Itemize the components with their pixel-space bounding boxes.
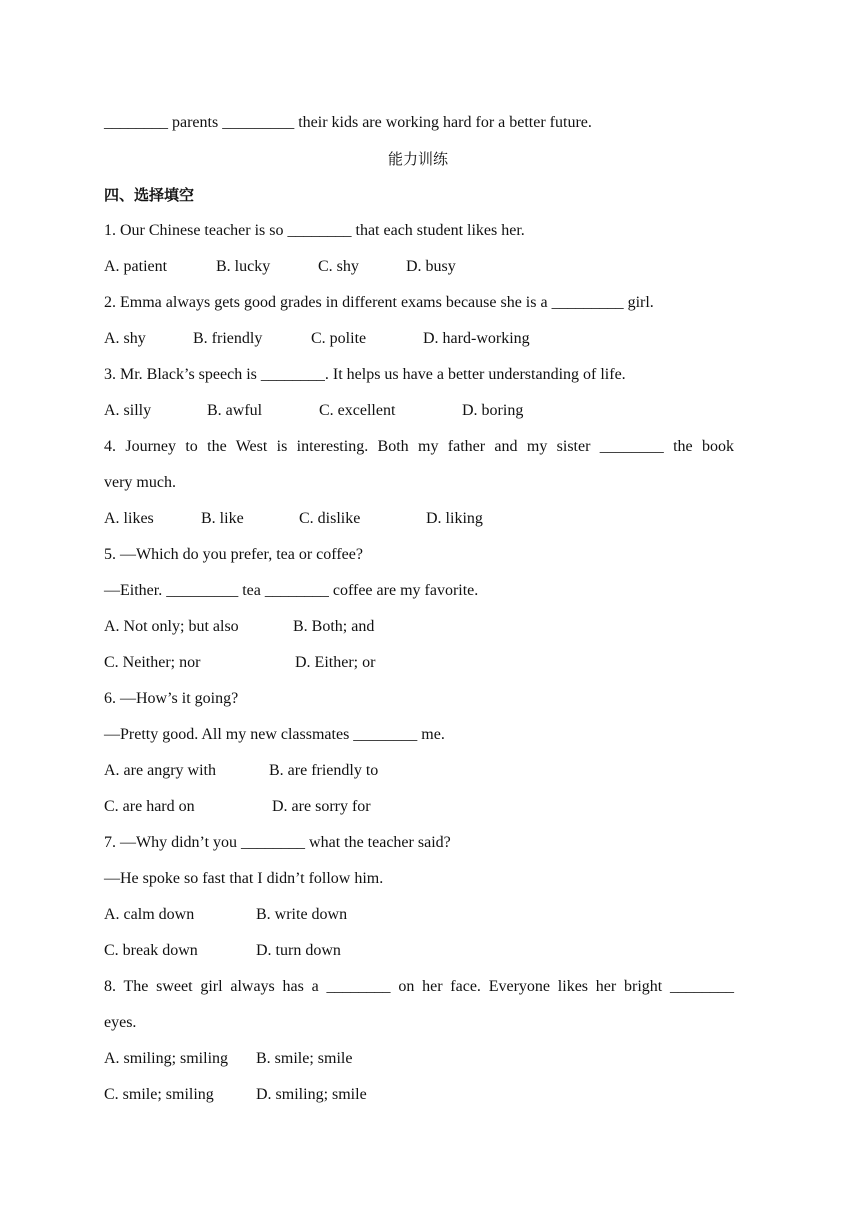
- q8-option-c: C. smile; smiling: [104, 1086, 214, 1103]
- q3-option-b: B. awful: [207, 402, 263, 419]
- q7-option-a: A. calm down: [104, 906, 195, 923]
- q1-option-b: B. lucky: [216, 258, 271, 275]
- q2-option-b: B. friendly: [193, 330, 263, 347]
- question-2-stem: 2. Emma always gets good grades in different exams because she is a _________ girl.: [104, 294, 654, 311]
- q6-option-b: B. are friendly to: [269, 762, 379, 779]
- intro-line: ________ parents _________ their kids are working hard for a better future.: [104, 114, 592, 131]
- question-6-stem-cont: —Pretty good. All my new classmates ________ me.: [104, 726, 445, 743]
- q2-option-c: C. polite: [311, 330, 367, 347]
- q2-option-a: A. shy: [104, 330, 146, 347]
- q8-option-a: A. smiling; smiling: [104, 1050, 229, 1067]
- question-3-stem: 3. Mr. Black’s speech is ________. It helps us have a better understanding of life.: [104, 366, 626, 383]
- q1-option-a: A. patient: [104, 258, 168, 275]
- question-5-stem-cont: —Either. _________ tea ________ coffee are my favorite.: [104, 582, 479, 599]
- q4-option-d: D. liking: [426, 510, 483, 527]
- q2-option-d: D. hard-working: [423, 330, 530, 347]
- section-title: 四、选择填空: [104, 186, 195, 204]
- question-8-stem: 8. The sweet girl always has a ________ on her face. Everyone likes her bright ________: [104, 978, 734, 995]
- question-4-stem: 4. Journey to the West is interesting. Both my father and my sister ________ the book: [104, 438, 734, 455]
- q5-option-d: D. Either; or: [295, 654, 376, 671]
- question-7-stem-cont: —He spoke so fast that I didn’t follow him.: [104, 870, 384, 887]
- q6-option-a: A. are angry with: [104, 762, 216, 779]
- sub-heading: 能力训练: [387, 150, 448, 168]
- q7-option-d: D. turn down: [256, 942, 341, 959]
- q5-option-c: C. Neither; nor: [104, 654, 201, 671]
- question-7-stem: 7. —Why didn’t you ________ what the teacher said?: [104, 834, 451, 851]
- question-5-stem: 5. —Which do you prefer, tea or coffee?: [104, 546, 363, 563]
- q5-option-a: A. Not only; but also: [104, 618, 239, 635]
- q6-option-d: D. are sorry for: [272, 798, 371, 815]
- q1-option-c: C. shy: [318, 258, 359, 275]
- q4-option-a: A. likes: [104, 510, 154, 527]
- q8-option-b: B. smile; smile: [256, 1050, 353, 1067]
- question-6-stem: 6. —How’s it going?: [104, 690, 239, 707]
- q6-option-c: C. are hard on: [104, 798, 195, 815]
- q7-option-b: B. write down: [256, 906, 348, 923]
- q4-option-c: C. dislike: [299, 510, 361, 527]
- question-1-stem: 1. Our Chinese teacher is so ________ that each student likes her.: [104, 222, 525, 239]
- q7-option-c: C. break down: [104, 942, 198, 959]
- q4-option-b: B. like: [201, 510, 244, 527]
- question-8-stem-cont: eyes.: [104, 1014, 137, 1031]
- question-4-stem-cont: very much.: [104, 474, 176, 491]
- q1-option-d: D. busy: [406, 258, 456, 275]
- q3-option-a: A. silly: [104, 402, 152, 419]
- q3-option-d: D. boring: [462, 402, 524, 419]
- q8-option-d: D. smiling; smile: [256, 1086, 367, 1103]
- q5-option-b: B. Both; and: [293, 618, 375, 635]
- q3-option-c: C. excellent: [319, 402, 396, 419]
